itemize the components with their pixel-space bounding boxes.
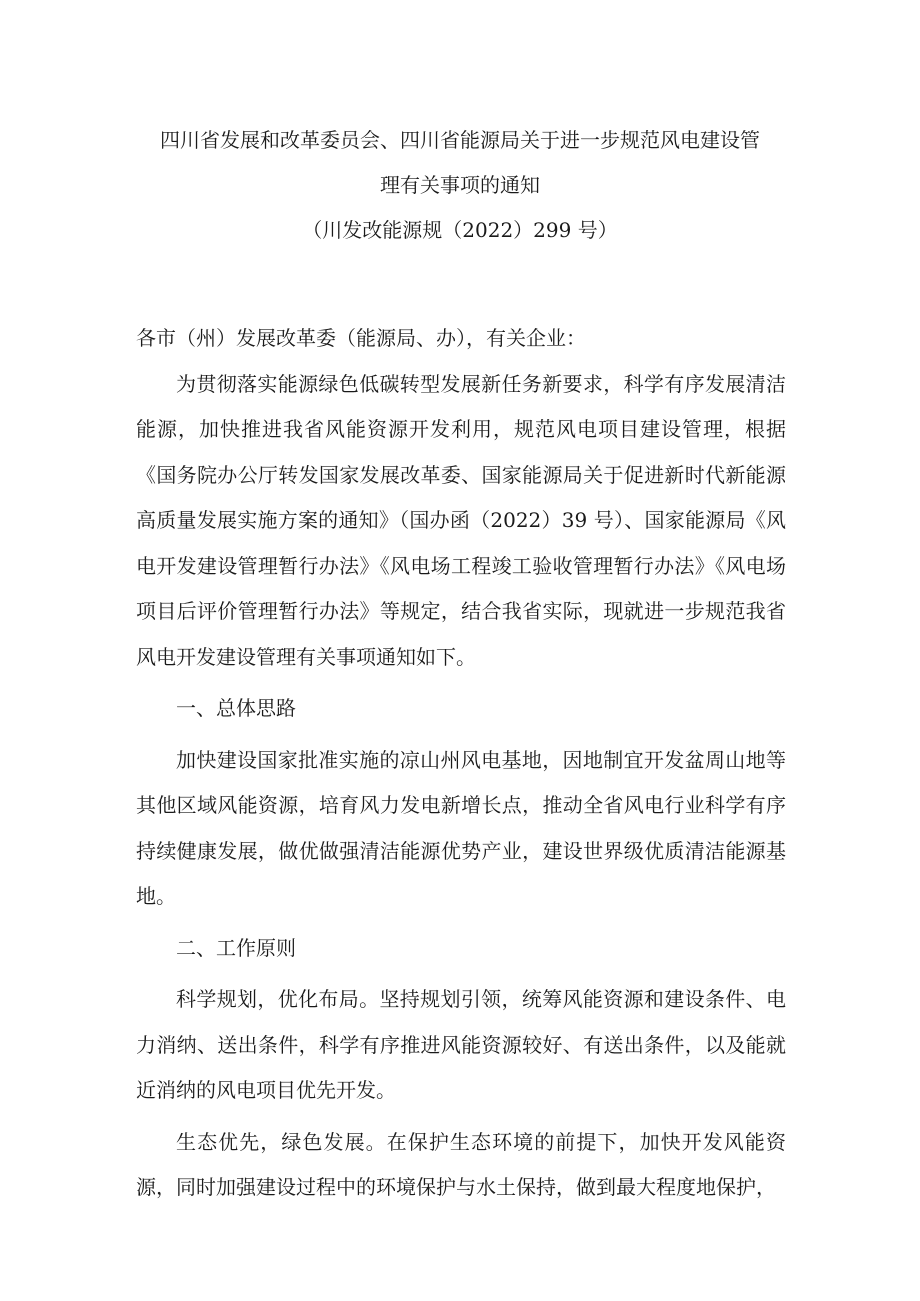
section-paragraph-overall-approach: 加快建设国家批准实施的凉山州风电基地，因地制宜开发盆周山地等其他区域风能资源，培育风力发电新增长点，推动全省风电行业科学有序持续健康发展，做优做强清洁能源优势产业，建设世界级优质清洁能源基地。 [136,747,786,908]
intro-paragraph: 为贯彻落实能源绿色低碳转型发展新任务新要求，科学有序发展清洁能源，加快推进我省风能资源开发利用，规范风电项目建设管理，根据《国务院办公厅转发国家发展改革委、国家能源局关于促进新时代新能源高质量发展实施方案的通知》（国办函（2022）39 号）、国家能源局《风电开发建设管理暂行办法》《风电场工程竣工验收管理暂行办法》《风电场项目后评价管理暂行办法》等规定，结合我省实际，现就进一步规范我省风电开发建设管理有关事项通知如下。 [136,371,786,669]
principle-paragraph-planning: 科学规划，优化布局。坚持规划引领，统筹风能资源和建设条件、电力消纳、送出条件，科学有序推进风能资源较好、有送出条件，以及能就近消纳的风电项目优先开发。 [136,987,786,1102]
document-title-line-1: 四川省发展和改革委员会、四川省能源局关于进一步规范风电建设管 [160,128,760,152]
document-body [136,316,786,1211]
salutation: 各市（州）发展改革委（能源局、办），有关企业： [136,326,586,350]
document-number: （川发改能源规（2022）299 号） [302,218,618,242]
principle-paragraph-ecology: 生态优先，绿色发展。在保护生态环境的前提下，加快开发风能资源，同时加强建设过程中的环境保护与水土保持，做到最大程度地保护， [136,1129,786,1199]
section-heading-work-principles: 二、工作原则 [176,935,296,960]
document-title-line-2: 理有关事项的通知 [380,173,540,197]
section-heading-overall-approach: 一、总体思路 [176,696,296,720]
